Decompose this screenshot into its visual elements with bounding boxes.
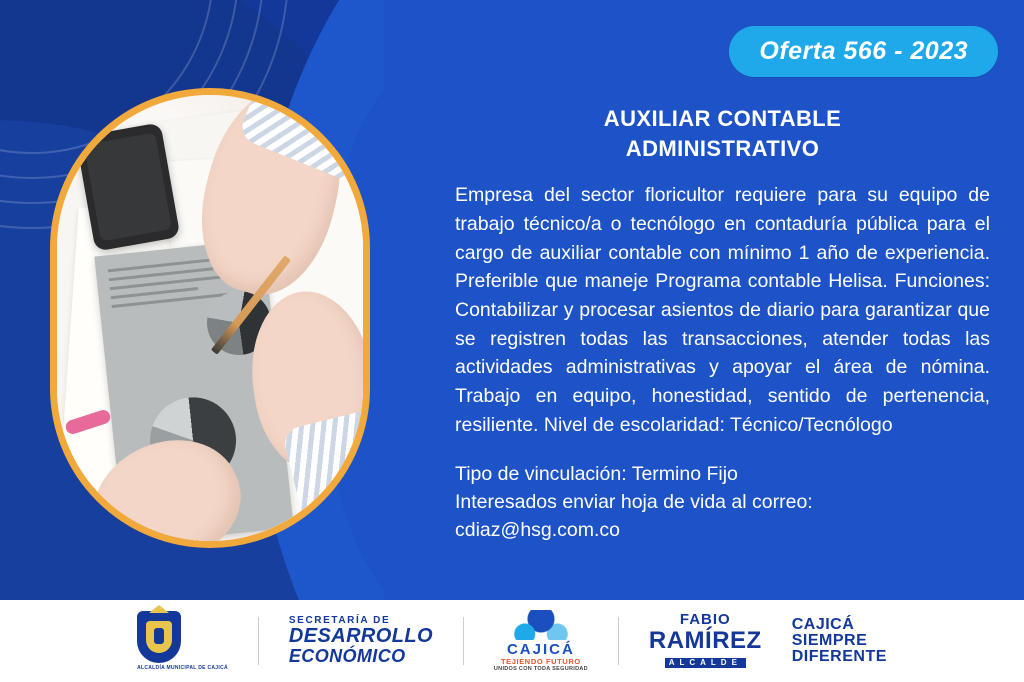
photo-frame	[50, 88, 370, 548]
offer-content	[455, 104, 990, 544]
job-title	[455, 104, 990, 163]
coat-of-arms-icon	[137, 611, 181, 663]
footer-divider	[258, 617, 259, 665]
alcaldia-crest-logo	[137, 611, 228, 672]
application-instructions: Interesados enviar hoja de vida al correo:	[455, 490, 813, 513]
secretaria-line-3: ECONÓMICO	[288, 646, 406, 667]
alcalde-logo	[649, 612, 762, 670]
secretaria-line-1: SECRETARÍA DE	[288, 614, 391, 626]
cajica-line-3: UNIDOS CON TODA SEGURIDAD	[493, 666, 588, 673]
cajica-mark-icon	[512, 610, 570, 640]
contract-type: Tipo de vinculación: Termino Fijo	[455, 463, 738, 486]
contact-email: cdiaz@hsg.com.co	[455, 518, 621, 541]
slogan-line-2: SIEMPRE	[791, 631, 868, 649]
desk-photo	[57, 95, 363, 541]
cajica-line-1: CAJICÁ	[506, 640, 575, 658]
footer-logo-bar	[0, 600, 1024, 682]
content-spacer	[455, 439, 990, 461]
footer-divider	[618, 617, 619, 665]
job-title-line-2: ADMINISTRATIVO	[625, 135, 820, 161]
footer-divider	[463, 617, 464, 665]
offer-number-badge: Oferta 566 - 2023	[729, 26, 998, 77]
alcalde-line-3: ALCALDE	[665, 658, 746, 668]
cajica-line-2: TEJIENDO FUTURO	[500, 657, 581, 667]
secretaria-line-2: DESARROLLO	[288, 625, 433, 648]
secretaria-logo	[289, 616, 433, 666]
job-description: Empresa del sector floricultor requiere para su equipo de trabajo técnico/a o tecnólogo en contaduría pública para el cargo de auxiliar contable con mínimo 1 año de experiencia. Preferible que maneje Programa contable Helisa. Funciones: Contabilizar y procesar asientos de diario para garantizar que se registren todas las transacciones, atender todas las actividades administrativas y apoyar el área de nómina. Trabajo en equipo, honestidad, sentido de pertenencia, resiliente. Nivel de escolaridad: Técnico/Tecnólogo	[455, 184, 990, 436]
alcalde-line-1: FABIO	[679, 611, 731, 629]
crest-caption: ALCALDÍA MUNICIPAL DE CAJICÁ	[137, 664, 228, 671]
cajica-brand-logo	[494, 610, 588, 673]
slogan-line-3: DIFERENTE	[791, 648, 887, 666]
slogan-line-1: CAJICÁ	[791, 615, 855, 633]
job-title-line-1: AUXILIAR CONTABLE	[603, 106, 842, 131]
slogan-logo	[792, 617, 887, 666]
alcalde-line-2: RAMÍREZ	[648, 626, 762, 654]
